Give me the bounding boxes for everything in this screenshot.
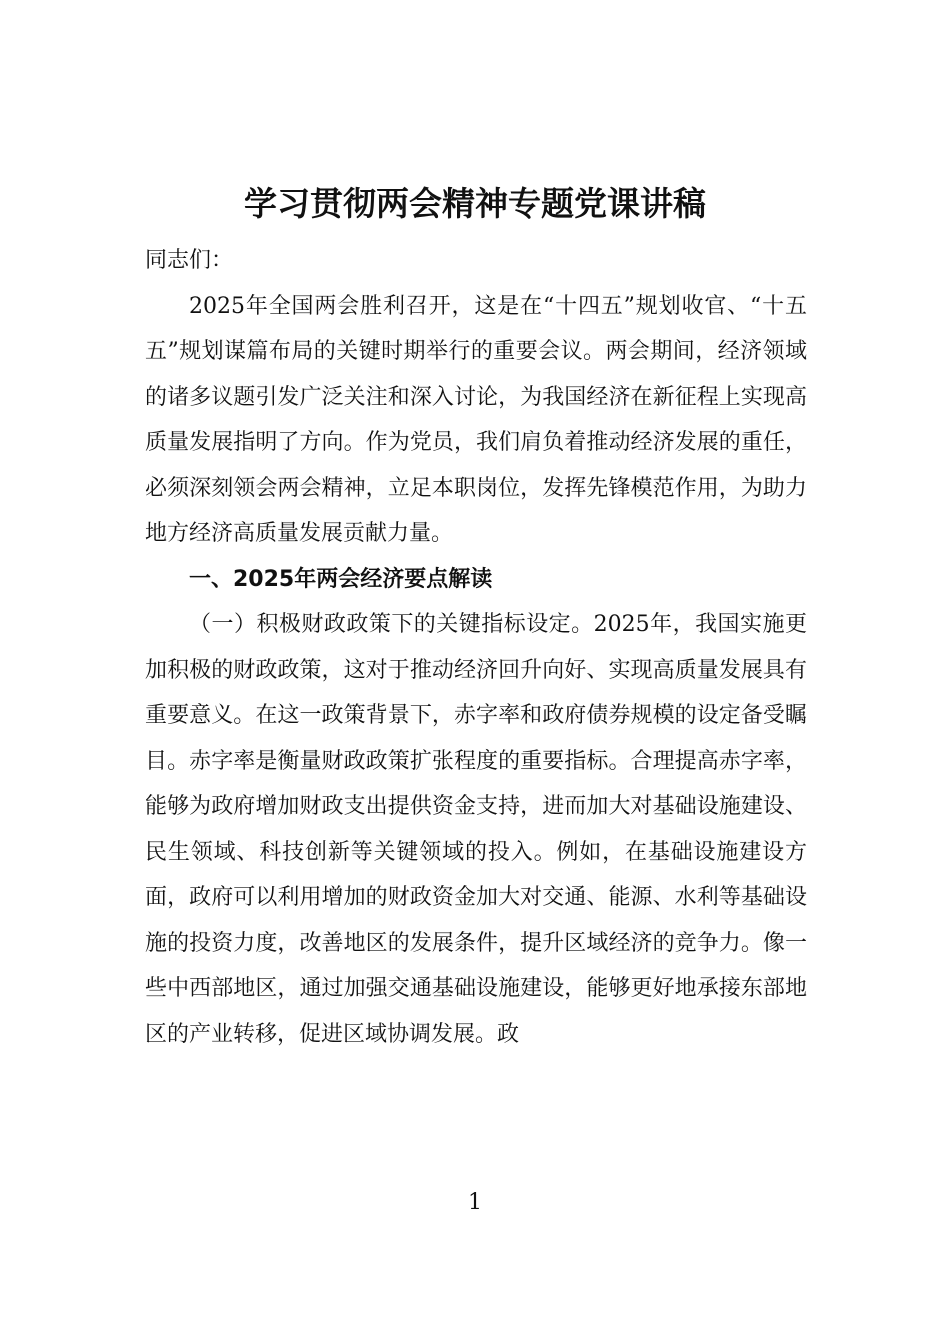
- intro-paragraph: 2025年全国两会胜利召开，这是在“十四五”规划收官、“十五五”规划谋篇布局的关键时期举行的重要会议。两会期间，经济领域的诸多议题引发广泛关注和深入讨论，为我国经济在新征程上实现高质量发展指明了方向。作为党员，我们肩负着推动经济发展的重任，必须深刻领会两会精神，立足本职岗位，发挥先锋模范作用，为助力地方经济高质量发展贡献力量。: [145, 293, 807, 546]
- section-heading: 一、2025年两会经济要点解读: [189, 566, 493, 592]
- section-paragraph: （一）积极财政政策下的关键指标设定。2025年，我国实施更加积极的财政政策，这对于推动经济回升向好、实现高质量发展具有重要意义。在这一政策背景下，赤字率和政府债券规模的设定备受瞩目。赤字率是衡量财政政策扩张程度的重要指标。合理提高赤字率，能够为政府增加财政支出提供资金支持，进而加大对基础设施建设、民生领域、科技创新等关键领域的投入。例如，在基础设施建设方面，政府可以利用增加的财政资金加大对交通、能源、水利等基础设施的投资力度，改善地区的发展条件，提升区域经济的竞争力。像一些中西部地区，通过加强交通基础设施建设，能够更好地承接东部地区的产业转移，促进区域协调发展。政: [145, 612, 807, 1047]
- page-number: 1: [468, 1190, 482, 1215]
- document-body: [145, 238, 807, 1057]
- document-title: 学习贯彻两会精神专题党课讲稿: [244, 184, 706, 223]
- salutation: 同志们：: [145, 248, 234, 273]
